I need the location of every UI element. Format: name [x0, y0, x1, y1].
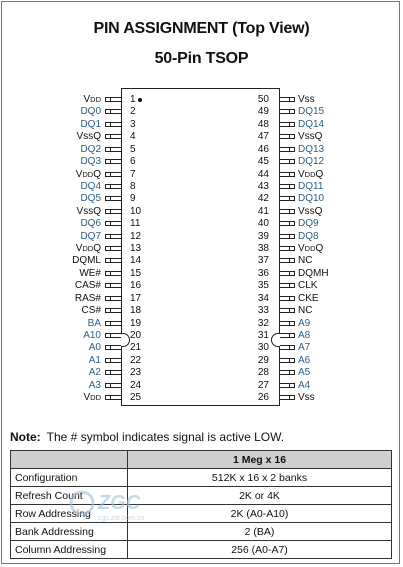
watermark-url: zgc.zol.com.cn — [98, 515, 145, 522]
pin-signal-left: VDD — [83, 94, 101, 105]
pin-signal-right: DQ8 — [298, 230, 319, 242]
pin-number-left: 24 — [130, 379, 142, 391]
pin-signal-right: Vss — [298, 392, 315, 404]
pin-lead-left — [111, 109, 121, 114]
note-label: Note: — [10, 430, 41, 444]
pin-number-left: 22 — [130, 354, 142, 366]
pin-number-right: 32 — [257, 317, 269, 329]
pin-number-right: 29 — [257, 354, 269, 366]
spec-row-value: 2 (BA) — [128, 523, 392, 541]
pin-signal-right: VDDQ — [298, 243, 324, 255]
pin-lead-right — [280, 221, 289, 226]
pin-row — [0, 94, 403, 107]
spec-table-corner — [11, 451, 128, 469]
pin-number-left: 18 — [130, 305, 142, 317]
pin-number-right: 34 — [257, 292, 269, 304]
pin-signal-left: DQ6 — [80, 218, 101, 230]
pin-number-right: 33 — [257, 305, 269, 317]
pin-signal-right: DQ13 — [298, 143, 325, 155]
pin-lead-left — [111, 308, 121, 313]
spec-table-row — [11, 541, 392, 559]
pin-row — [0, 243, 403, 256]
pin-lead-right — [280, 109, 289, 114]
pin-number-right: 50 — [257, 94, 269, 105]
pin-number-right: 39 — [257, 230, 269, 242]
pin-lead-right — [280, 209, 289, 214]
pin-number-left: 11 — [130, 218, 141, 230]
pin-signal-left: DQ3 — [80, 156, 101, 168]
pin-row — [0, 218, 403, 231]
pin-lead-left — [111, 221, 121, 226]
pin-number-right: 45 — [257, 156, 269, 168]
pin-signal-left: WE# — [79, 267, 101, 279]
pin-pad-right — [289, 134, 295, 139]
pin-number-right: 28 — [257, 367, 269, 379]
pin-lead-right — [280, 97, 289, 102]
note — [10, 430, 284, 444]
pin-signal-right: NC — [298, 305, 313, 317]
pin-signal-right: A6 — [298, 354, 311, 366]
pin-lead-right — [280, 296, 289, 301]
pin-number-left: 2 — [130, 106, 136, 118]
pin-signal-right: DQ11 — [298, 180, 324, 192]
spec-table-row — [11, 505, 392, 523]
pin-signal-right: VssQ — [298, 205, 323, 217]
pin-lead-left — [111, 258, 121, 263]
pin-number-left: 7 — [130, 168, 136, 180]
pin-pad-right — [289, 122, 295, 127]
page-title: PIN ASSIGNMENT (Top View) — [93, 20, 310, 37]
pin-pad-right — [289, 271, 295, 276]
pin-pad-right — [289, 358, 295, 363]
pin-lead-right — [280, 308, 289, 313]
pin-number-right: 30 — [257, 342, 269, 354]
pin-number-right: 31 — [257, 329, 269, 341]
pin-lead-right — [280, 134, 289, 139]
pin-signal-right: DQ15 — [298, 106, 325, 118]
pin-lead-left — [111, 358, 121, 363]
note-text: The # symbol indicates signal is active LOW. — [46, 430, 285, 444]
pin-signal-left: DQ5 — [80, 193, 101, 205]
spec-table-header: 1 Meg x 16 — [128, 451, 392, 469]
pin-pad-right — [289, 234, 295, 239]
pin-pad-right — [289, 283, 295, 288]
pin-signal-right: DQ14 — [298, 118, 325, 130]
pin-pad-right — [289, 246, 295, 251]
pin-lead-right — [280, 321, 289, 326]
spec-table-header-row — [11, 451, 392, 469]
pin-number-right: 27 — [257, 379, 269, 391]
pin-signal-left: CS# — [81, 305, 101, 317]
pin-signal-right: DQ9 — [298, 218, 319, 230]
pin-pad-right — [289, 221, 295, 226]
pin-number-right: 38 — [257, 243, 269, 255]
pin-signal-right: A9 — [298, 317, 311, 329]
pin-pad-right — [289, 383, 295, 388]
pin-signal-left: DQ7 — [80, 230, 101, 242]
pin-signal-left: A2 — [88, 367, 101, 379]
pin-number-right: 41 — [257, 205, 269, 217]
pin-number-left: 9 — [130, 193, 136, 205]
pin-number-left: 15 — [130, 267, 142, 279]
pin-number-left: 23 — [130, 367, 142, 379]
pin-lead-right — [280, 258, 289, 263]
pin-lead-right — [280, 159, 289, 164]
pin-number-left: 21 — [130, 342, 142, 354]
pin-lead-right — [280, 147, 289, 152]
pin-row — [0, 255, 403, 268]
pin-number-right: 35 — [257, 280, 269, 292]
pin-row — [0, 392, 403, 405]
pin-signal-left: A0 — [88, 342, 101, 354]
pin-lead-right — [280, 246, 289, 251]
pin-number-right: 40 — [257, 218, 269, 230]
pin-number-right: 36 — [257, 267, 269, 279]
pin-pad-right — [289, 172, 295, 177]
pin-pad-right — [289, 345, 295, 350]
pin-pad-right — [289, 370, 295, 375]
pin-signal-right: CLK — [298, 280, 318, 292]
pin-number-right: 48 — [257, 118, 269, 130]
pin-lead-left — [111, 370, 121, 375]
pin-signal-left: VssQ — [76, 131, 101, 143]
pin-signal-left: CAS# — [74, 280, 101, 292]
pin-number-left: 6 — [130, 156, 136, 168]
pin-number-right: 47 — [257, 131, 269, 143]
pin-pad-right — [289, 296, 295, 301]
pin-signal-left: VDDQ — [75, 243, 101, 255]
pin-row — [0, 380, 403, 393]
pin-row — [0, 268, 403, 281]
pin-lead-right — [280, 122, 289, 127]
spec-row-value: 2K (A0-A10) — [128, 505, 392, 523]
pin-row — [0, 342, 403, 355]
pin-row — [0, 119, 403, 132]
pin-pad-right — [289, 321, 295, 326]
pin-signal-left: RAS# — [74, 292, 101, 304]
pin-signal-right: NC — [298, 255, 313, 267]
pin-pad-right — [289, 209, 295, 214]
pin-lead-left — [111, 97, 121, 102]
pin-signal-left: DQML — [72, 255, 101, 267]
pin-lead-right — [280, 234, 289, 239]
pin-row — [0, 293, 403, 306]
pin-signal-right: CKE — [298, 292, 319, 304]
pin-number-right: 37 — [257, 255, 269, 267]
pin-signal-right: A7 — [298, 342, 311, 354]
spec-table-row — [11, 469, 392, 487]
pin-signal-left: A1 — [88, 354, 101, 366]
pin-row — [0, 206, 403, 219]
spec-table-row — [11, 487, 392, 505]
pin-number-left: 14 — [130, 255, 142, 267]
pin-lead-left — [111, 395, 121, 400]
pin-row — [0, 355, 403, 368]
pin1-marker-icon — [138, 98, 142, 102]
pin-signal-right: A5 — [298, 367, 311, 379]
pin-row — [0, 280, 403, 293]
pin-pad-right — [289, 395, 295, 400]
pin-lead-left — [111, 383, 121, 388]
pin-signal-left: A10 — [83, 329, 101, 341]
pin-signal-left: VDD — [83, 392, 101, 404]
pin-lead-right — [280, 370, 289, 375]
pin-signal-left: VssQ — [76, 205, 101, 217]
pin-number-right: 43 — [257, 180, 269, 192]
pin-pad-right — [289, 159, 295, 164]
pin-pad-right — [289, 196, 295, 201]
pin-signal-left: A3 — [88, 379, 101, 391]
pin-lead-left — [111, 147, 121, 152]
package-subtitle: 50-Pin TSOP — [154, 50, 249, 67]
pin-pad-right — [289, 333, 295, 338]
pin-lead-right — [280, 271, 289, 276]
pin-pad-right — [289, 109, 295, 114]
pin-signal-right: A8 — [298, 329, 311, 341]
pin-lead-right — [280, 358, 289, 363]
pin-number-right: 49 — [257, 106, 269, 118]
pin-number-right: 42 — [257, 193, 269, 205]
pin-pad-right — [289, 308, 295, 313]
pin-number-left: 3 — [130, 118, 136, 130]
pin-signal-right: DQMH — [298, 267, 329, 279]
pin-lead-left — [111, 122, 121, 127]
spec-row-label: Configuration — [11, 469, 128, 487]
pin-number-left: 4 — [130, 131, 136, 143]
pin-lead-left — [111, 283, 121, 288]
pin-signal-right: VDDQ — [298, 168, 324, 180]
pin-number-right: 44 — [257, 168, 269, 180]
pin-number-left: 12 — [130, 230, 142, 242]
pin-number-left: 1 — [130, 94, 136, 105]
pin-lead-left — [111, 321, 121, 326]
pin-number-left: 17 — [130, 292, 142, 304]
pin-row — [0, 144, 403, 157]
pin-signal-left: DQ0 — [80, 106, 101, 118]
pin-pad-right — [289, 258, 295, 263]
pin-signal-right: DQ10 — [298, 193, 325, 205]
spec-row-label: Column Addressing — [11, 541, 128, 559]
pin-signal-left: DQ2 — [80, 143, 101, 155]
pin-row — [0, 231, 403, 244]
pin-signal-left: DQ1 — [80, 118, 101, 130]
pin-row — [0, 193, 403, 206]
pin-lead-right — [280, 383, 289, 388]
spec-row-value: 256 (A0-A7) — [128, 541, 392, 559]
spec-row-value: 512K x 16 x 2 banks — [128, 469, 392, 487]
pin-pad-right — [289, 147, 295, 152]
pin-row — [0, 330, 403, 343]
spec-row-label: Row Addressing — [11, 505, 128, 523]
pin-lead-left — [111, 271, 121, 276]
pin-row — [0, 181, 403, 194]
pin-lead-left — [111, 134, 121, 139]
pin-row — [0, 169, 403, 182]
pin-signal-left: VDDQ — [75, 168, 101, 180]
pin-signal-right: Vss — [298, 94, 315, 105]
pin-row — [0, 367, 403, 380]
pin-lead-right — [280, 184, 289, 189]
pin-row — [0, 305, 403, 318]
pin-signal-right: A4 — [298, 379, 311, 391]
pin-lead-left — [111, 246, 121, 251]
pin-lead-right — [280, 172, 289, 177]
pin-number-left: 10 — [130, 205, 142, 217]
pin-number-right: 46 — [257, 143, 269, 155]
pin-number-left: 5 — [130, 143, 136, 155]
spec-table-row — [11, 523, 392, 541]
pin-row — [0, 106, 403, 119]
pin-signal-right: DQ12 — [298, 156, 325, 168]
pin-number-left: 16 — [130, 280, 142, 292]
pin-lead-right — [280, 196, 289, 201]
pin-row — [0, 131, 403, 144]
pin-signal-right: VssQ — [298, 131, 323, 143]
pin-number-left: 20 — [130, 329, 142, 341]
pin-number-right: 26 — [257, 392, 269, 404]
pin-number-left: 25 — [130, 392, 142, 404]
pin-lead-left — [111, 345, 121, 350]
pin-lead-left — [111, 333, 121, 338]
pin-signal-left: DQ4 — [80, 180, 101, 192]
pin-lead-right — [280, 345, 289, 350]
pin-lead-left — [111, 296, 121, 301]
pin-lead-right — [280, 283, 289, 288]
pin-lead-left — [111, 184, 121, 189]
pin-row — [0, 156, 403, 169]
pin-row — [0, 318, 403, 331]
pin-pad-right — [289, 184, 295, 189]
spec-row-value: 2K or 4K — [128, 487, 392, 505]
pin-lead-right — [280, 395, 289, 400]
pin-pad-right — [289, 97, 295, 102]
spec-row-label: Refresh Count — [11, 487, 128, 505]
pin-lead-right — [280, 333, 289, 338]
pin-lead-left — [111, 196, 121, 201]
watermark-logo-text: ZGC — [98, 492, 141, 514]
pin-number-left: 19 — [130, 317, 142, 329]
spec-table — [10, 450, 392, 559]
pin-number-left: 13 — [130, 243, 142, 255]
pin-number-left: 8 — [130, 180, 136, 192]
pin-lead-left — [111, 159, 121, 164]
pin-signal-left: BA — [87, 317, 101, 329]
pin-lead-left — [111, 172, 121, 177]
spec-row-label: Bank Addressing — [11, 523, 128, 541]
pin-lead-left — [111, 234, 121, 239]
pin-lead-left — [111, 209, 121, 214]
